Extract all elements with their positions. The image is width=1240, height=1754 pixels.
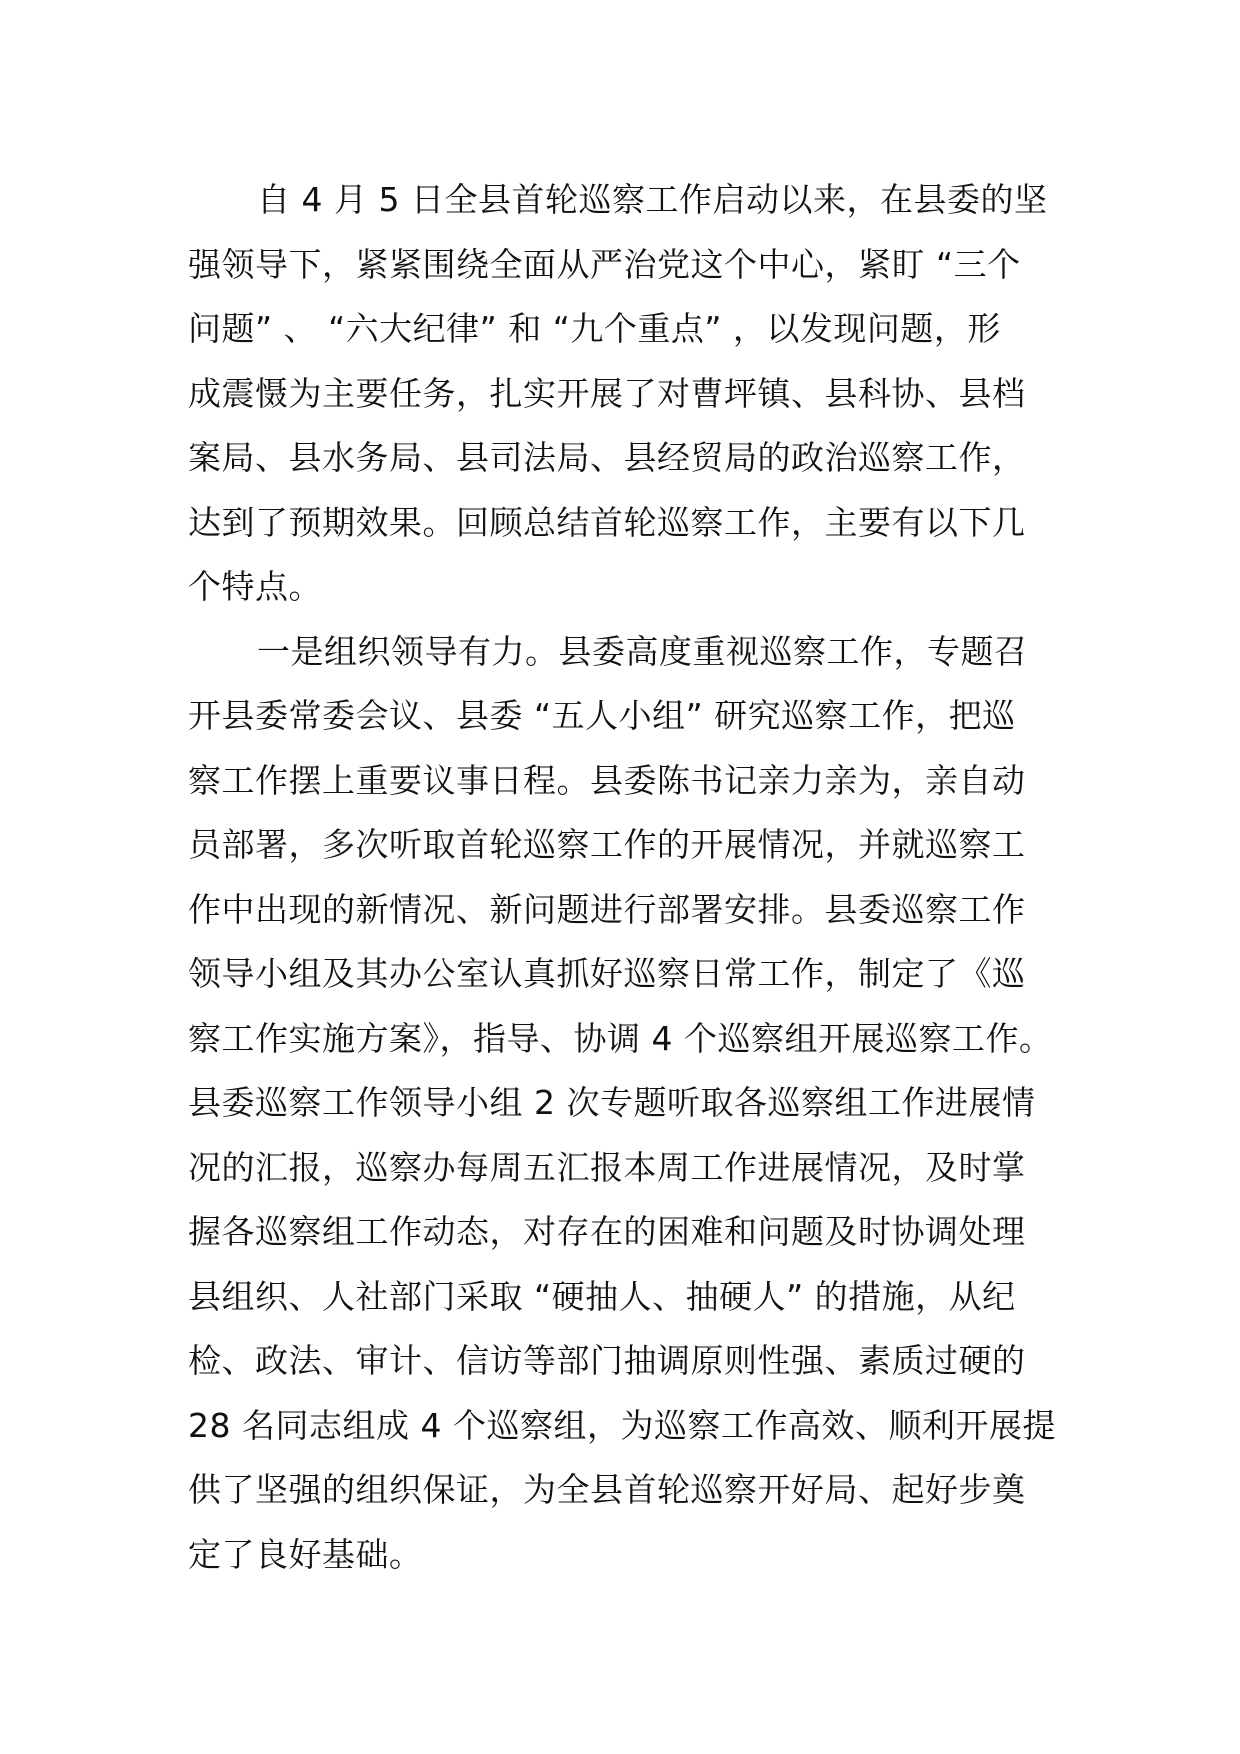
text-line: 达到了预期效果。回顾总结首轮巡察工作，主要有以下几: [188, 502, 1026, 542]
text-line: 领导小组及其办公室认真抓好巡察日常工作，制定了《巡: [188, 954, 1026, 993]
text-line: 28 名同志组成 4 个巡察组，为巡察工作高效、顺利开展提: [188, 1405, 1056, 1445]
text-line: 察工作摆上重要议事日程。县委陈书记亲力亲为，亲自动: [188, 760, 1026, 800]
document-body: [188, 168, 1068, 1587]
text-line: 成震慑为主要任务，扎实开展了对曹坪镇、县科协、县档: [188, 373, 1026, 413]
text-line: 强领导下，紧紧围绕全面从严治党这个中心，紧盯 “三个: [188, 244, 1021, 284]
text-line: 一是组织领导有力。县委高度重视巡察工作，专题召: [257, 631, 1028, 671]
text-line: 员部署，多次听取首轮巡察工作的开展情况，并就巡察工: [188, 825, 1026, 864]
text-line: 县组织、人社部门采取 “硬抽人、抽硬人” 的措施，从纪: [188, 1276, 1016, 1316]
paragraph-intro: [188, 168, 1068, 620]
paragraph-organization: [188, 620, 1068, 1588]
text-line: 问题” 、 “六大纪律” 和 “九个重点” ，以发现问题，形: [188, 309, 1001, 348]
text-line: 供了坚强的组织保证，为全县首轮巡察开好局、起好步奠: [188, 1470, 1026, 1509]
text-line: 况的汇报，巡察办每周五汇报本周工作进展情况，及时掌: [188, 1147, 1026, 1187]
text-line: 开县委常委会议、县委 “五人小组” 研究巡察工作，把巡: [188, 696, 1016, 735]
text-line: 定了良好基础。: [188, 1534, 423, 1574]
text-line: 自 4 月 5 日全县首轮巡察工作启动以来，在县委的坚: [257, 180, 1048, 219]
text-line: 作中出现的新情况、新问题进行部署安排。县委巡察工作: [188, 889, 1026, 929]
text-line: 握各巡察组工作动态，对存在的困难和问题及时协调处理: [188, 1212, 1026, 1251]
text-line: 察工作实施方案》，指导、协调 4 个巡察组开展巡察工作。: [188, 1018, 1053, 1058]
text-line: 县委巡察工作领导小组 2 次专题听取各巡察组工作进展情: [188, 1083, 1036, 1122]
text-line: 案局、县水务局、县司法局、县经贸局的政治巡察工作，: [188, 438, 1026, 477]
text-line: 检、政法、审计、信访等部门抽调原则性强、素质过硬的: [188, 1341, 1026, 1380]
text-line: 个特点。: [188, 567, 322, 606]
